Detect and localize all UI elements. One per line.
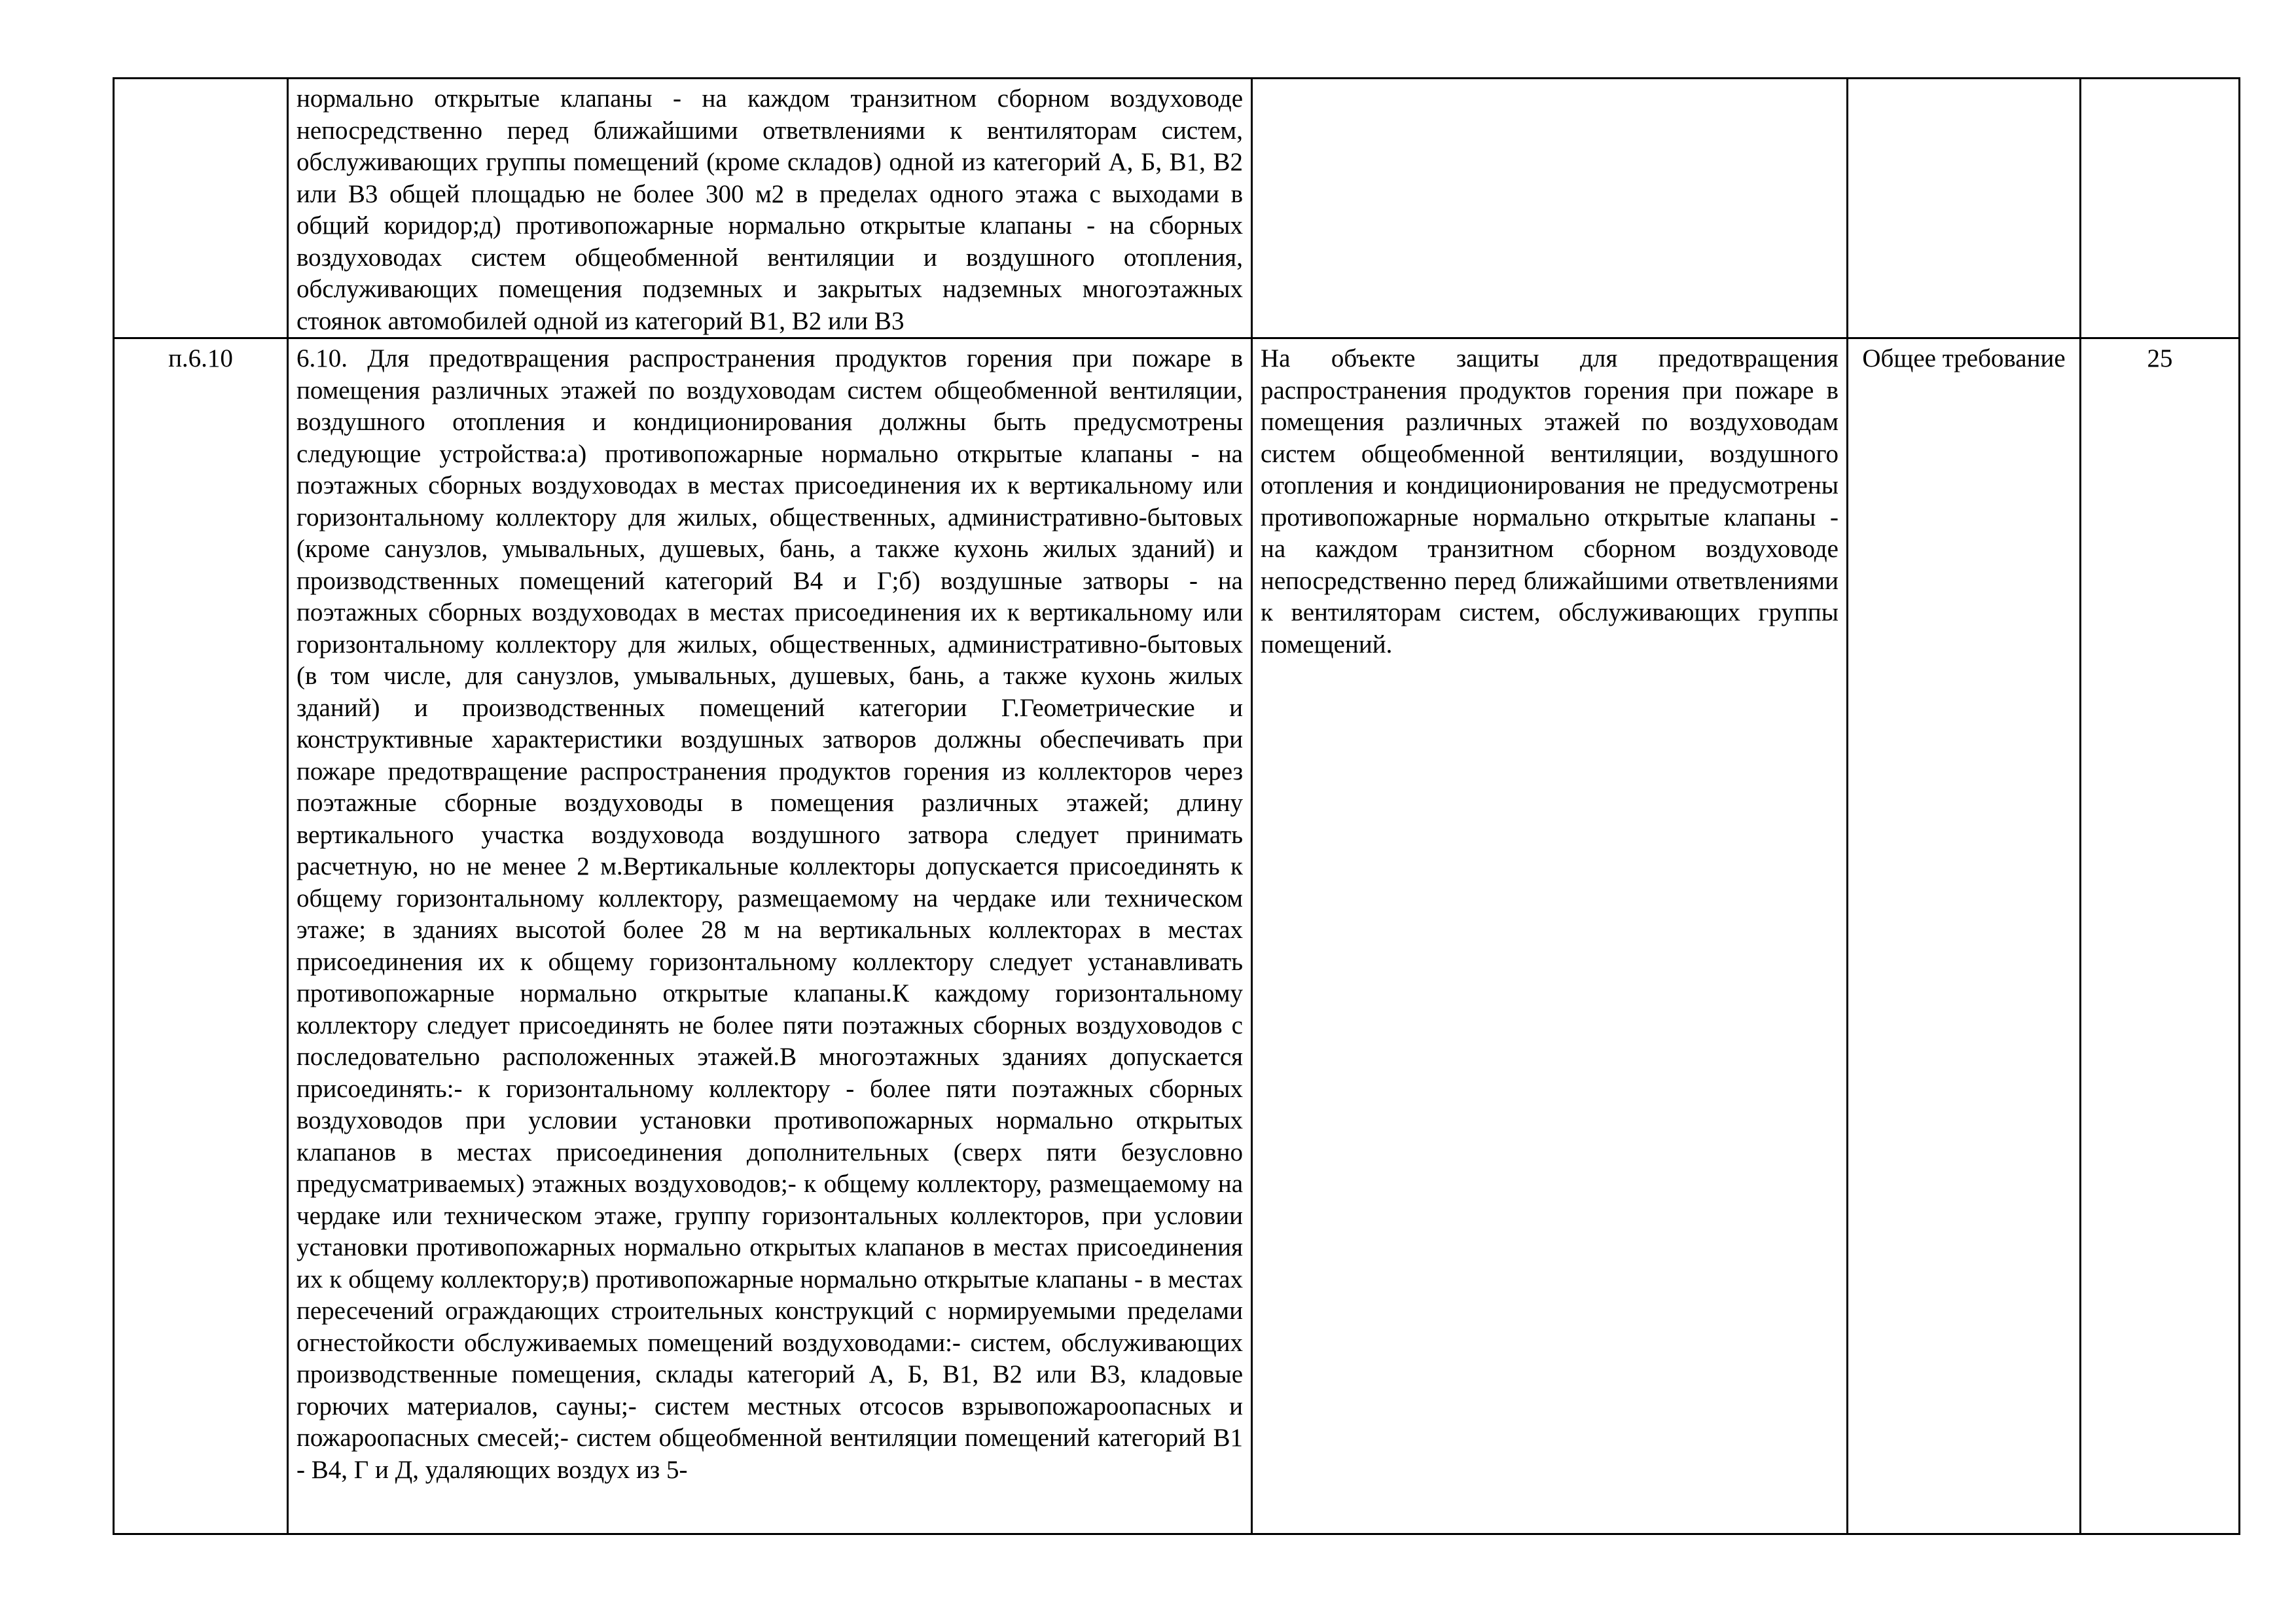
row-number-cell [2081,79,2240,338]
requirement-text-cell: 6.10. Для предотвращения распространения продуктов горения при пожаре в помещения различных этажей по воздуховодам систем общеобменной вентиляции, воздушного отопления и кондиционирования должны быть предусмотрены следующие устройства:а) противопожарные нормально открытые клапаны - на поэтажных сборных воздуховодах в местах присоединения их к вертикальному или горизонтальному коллектору для жилых, общественных, административно-бытовых (кроме санузлов, умывальных, душевых, бань, а также кухонь жилых зданий) и производственных помещений категорий В4 и Г;б) воздушные затворы - на поэтажных сборных воздуховодах в местах присоединения их к вертикальному или горизонтальному коллектору для жилых, общественных, административно-бытовых (в том числе, для санузлов, умывальных, душевых, бань, а также кухонь жилых зданий) и производственных помещений категории Г.Геометрические и конструктивные характеристики воздушных затворов должны обеспечивать при пожаре предотвращение распространения продуктов горения из коллекторов через поэтажные сборные воздуховоды в помещения различных этажей; длину вертикального участка воздуховода воздушного затвора следует принимать расчетную, но не менее 2 м.Вертикальные коллекторы допускается присоединять к общему горизонтальному коллектору, размещаемому на чердаке или техническом этаже; в зданиях высотой более 28 м на вертикальных коллекторах в местах присоединения их к общему горизонтальному коллектору следует устанавливать противопожарные нормально открытые клапаны.К каждому горизонтальному коллектору следует присоединять не более пяти поэтажных сборных воздуховодов с последовательно расположенных этажей.В многоэтажных зданиях допускается присоединять:- к горизонтальному коллектору - более пяти поэтажных сборных воздуховодов при условии установки противопожарных нормально открытых клапанов в местах присоединения дополнительных (сверх пяти безусловно предусматриваемых) этажных воздуховодов;- к общему коллектору, размещаемому на чердаке или техническом этаже, группу горизонтальных коллекторов, при условии установки противопожарных нормально открытых клапанов в местах присоединения их к общему коллектору;в) противопожарные нормально открытые клапаны - в местах пересечений ограждающих строительных конструкций с нормируемыми пределами огнестойкости обслуживаемых помещений воздуховодами:- систем, обслуживающих производственные помещения, склады категорий А, Б, В1, В2 или В3, кладовые горючих материалов, сауны;- систем местных отсосов взрывопожароопасных и пожароопасных смесей;- систем общеобменной вентиляции помещений категорий В1 - В4, Г и Д, удаляющих воздух из 5- [288,338,1252,1534]
violation-text-cell: На объекте защиты для предотвращения распространения продуктов горения при пожаре в помещения различных этажей по воздуховодам систем общеобменной вентиляции, воздушного отопления и кондиционирования не предусмотрены противопожарные нормально открытые клапаны - на каждом транзитном сборном воздуховоде непосредственно перед ближайшими ответвлениями к вентиляторам систем, обслуживающих группы помещений. [1252,338,1848,1534]
requirement-text-cell: нормально открытые клапаны - на каждом транзитном сборном воздуховоде непосредственно перед ближайшими ответвлениями к вентиляторам систем, обслуживающих группы помещений (кроме складов) одной из категорий А, Б, В1, В2 или В3 общей площадью не более 300 м2 в пределах одного этажа с выходами в общий коридор;д) противопожарные нормально открытые клапаны - на сборных воздуховодах систем общеобменной вентиляции и воздушного отопления, обслуживающих помещения подземных и закрытых надземных многоэтажных стоянок автомобилей одной из категорий В1, В2 или В3 [288,79,1252,338]
clause-cell: п.6.10 [114,338,288,1534]
table-row [114,79,2240,338]
requirement-type-cell [1848,79,2081,338]
row-number-cell: 25 [2081,338,2240,1534]
requirement-type-cell: Общее требование [1848,338,2081,1534]
requirements-table [113,77,2240,1535]
violation-text-cell [1252,79,1848,338]
clause-cell [114,79,288,338]
table-row [114,338,2240,1534]
